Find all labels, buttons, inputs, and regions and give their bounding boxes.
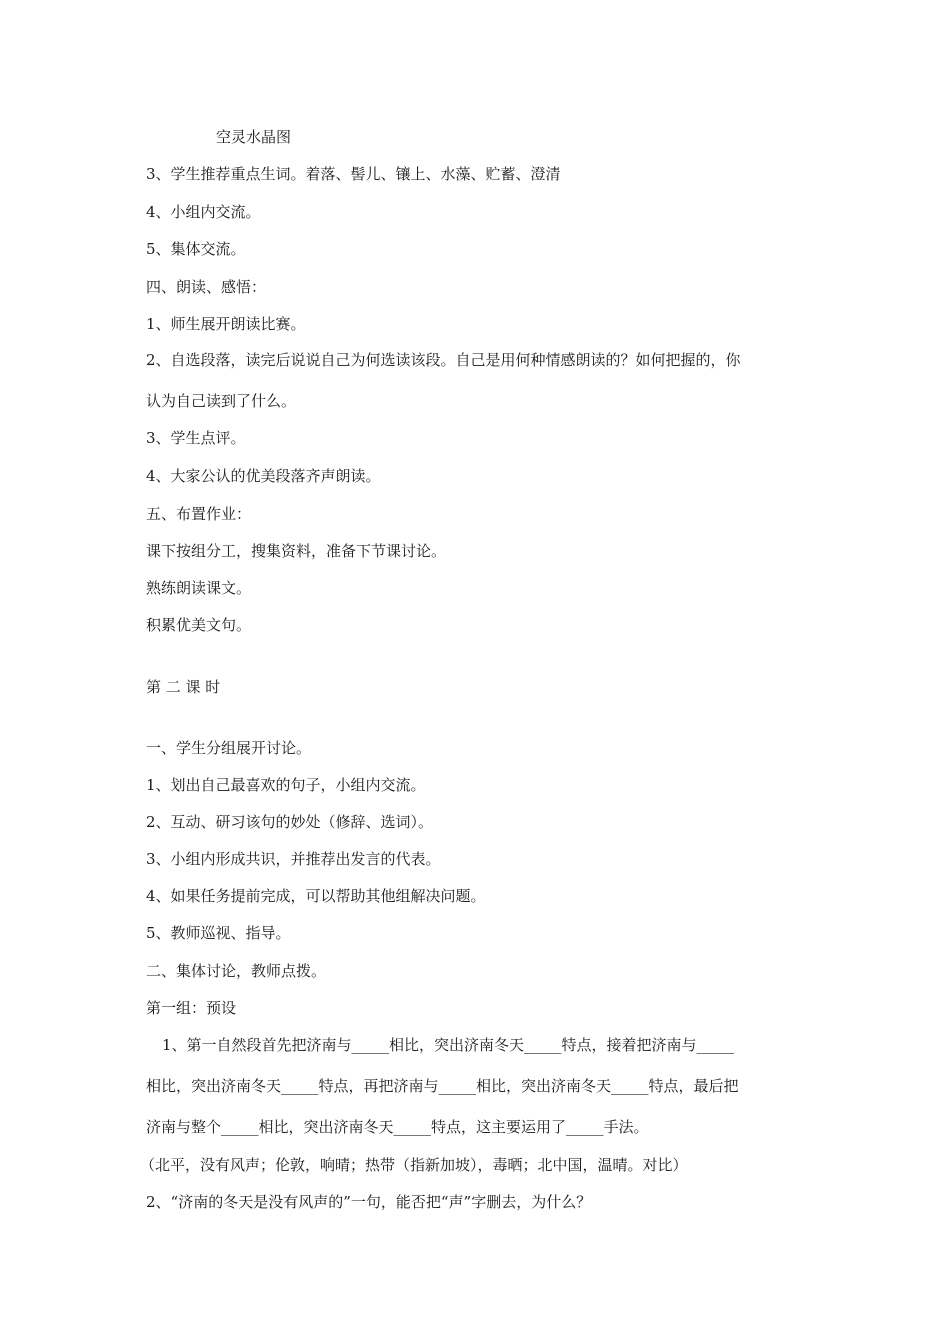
text-line: 第一组：预设 [146,999,237,1017]
text-line: 1、第一自然段首先把济南与_____相比，突出济南冬天_____特点，接着把济南与_____ [162,1036,735,1054]
text-line: 5、教师巡视、指导。 [146,924,291,942]
text-line: 1、划出自己最喜欢的句子，小组内交流。 [146,776,426,794]
text-line: 相比，突出济南冬天_____特点，再把济南与_____相比，突出济南冬天_____特点，最后把 [146,1077,739,1095]
text-line: 2、“济南的冬天是没有风声的”一句，能否把“声”字删去，为什么？ [146,1193,592,1211]
text-line: 熟练朗读课文。 [146,579,252,597]
lesson-heading: 第 二 课 时 [146,678,221,696]
text-line: 4、小组内交流。 [146,203,261,221]
answer-line: （北平，没有风声；伦敦，响晴；热带（指新加坡），毒晒；北中国，温晴。对比） [140,1156,688,1174]
section-heading: 五、布置作业： [146,505,252,523]
image-caption: 空灵水晶图 [216,128,292,146]
text-line: 2、互动、研习该句的妙处（修辞、选词）。 [146,813,434,831]
section-heading: 二、集体讨论，教师点拨。 [146,962,327,980]
text-line: 课下按组分工，搜集资料，准备下节课讨论。 [146,542,447,560]
text-line: 3、学生推荐重点生词。着落、髻儿、镶上、水藻、贮蓄、澄清 [146,165,561,183]
text-line: 4、大家公认的优美段落齐声朗读。 [146,467,381,485]
text-line: 1、师生展开朗读比赛。 [146,315,306,333]
text-line: 2、自选段落，读完后说说自己为何选读该段。自己是用何种情感朗读的？如何把握的，你 [146,351,741,369]
section-heading: 四、朗读、感悟： [146,278,267,296]
text-line: 3、学生点评。 [146,429,246,447]
text-line: 4、如果任务提前完成，可以帮助其他组解决问题。 [146,887,486,905]
text-line: 5、集体交流。 [146,240,246,258]
section-heading: 一、学生分组展开讨论。 [146,739,312,757]
text-line: 积累优美文句。 [146,616,252,634]
text-line: 3、小组内形成共识，并推荐出发言的代表。 [146,850,441,868]
text-line: 济南与整个_____相比，突出济南冬天_____特点，这主要运用了_____手法。 [146,1118,649,1136]
text-line: 认为自己读到了什么。 [146,392,297,410]
